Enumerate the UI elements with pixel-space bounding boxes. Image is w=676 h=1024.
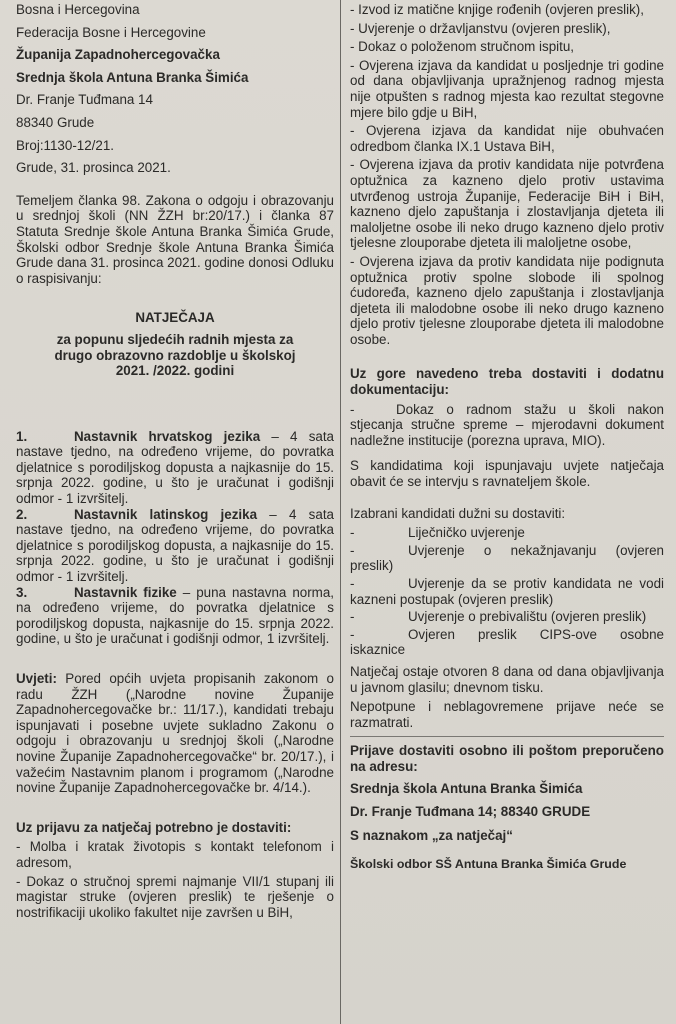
additional-docs-heading: Uz gore navedeno treba dostaviti i dodatnu dokumentaciju: bbox=[350, 366, 664, 398]
position-name: Nastavnik fizike bbox=[74, 584, 177, 600]
list-dash: - bbox=[350, 542, 355, 558]
selected-item-text: Uvjerenje o nekažnjavanju (ovjeren preslik) bbox=[350, 542, 664, 574]
incomplete-applications-note: Nepotpune i neblagovremene prijave neće se razmatrati. bbox=[350, 699, 664, 730]
list-dash: - bbox=[350, 525, 355, 541]
conditions-text: Pored općih uvjeta propisanih zakonom o radu ŽZH („Narodne novine Županije Zapadnohercegovačke br.: 11/17.), kandidati trebaju ispunjavati i posebne uvjete sukladno Zakonu o odgoju i obrazovanju u srednjoj školi („Narodne novine Županije Zapadnohercegovačke“ br. 20/17.), i važećim Nastavnim planom i programom („Narodne novine Županije Zapadnohercegovačke br. 4/14.). bbox=[16, 671, 334, 796]
section-rule bbox=[350, 736, 664, 737]
header-federation: Federacija Bosne i Hercegovine bbox=[16, 24, 206, 40]
list-dash: - bbox=[350, 576, 355, 591]
selected-list bbox=[350, 525, 664, 658]
selected-item bbox=[350, 627, 664, 658]
header-school: Srednja škola Antuna Branka Šimića bbox=[16, 69, 249, 85]
selected-item bbox=[350, 543, 664, 574]
position-number: 2. bbox=[16, 506, 28, 522]
position-details: – 4 sata nastave tjedno, na određeno vrijeme, do povratka djelatnice s porodiljskog dopusta, a najkasnije do 15. srpnja 2022. godine, u što je uračunat i godišnji odmor - 1 izvršitelj. bbox=[16, 506, 334, 585]
submit-address-street: Dr. Franje Tuđmana 14; 88340 GRUDE bbox=[350, 804, 591, 820]
application-item: - Ovjerena izjava da kandidat nije obuhvaćen odredbom članka IX.1 Ustava BiH, bbox=[350, 123, 664, 154]
positions-list bbox=[16, 429, 334, 647]
selected-item bbox=[350, 609, 664, 625]
selected-item-text: Uvjerenje o prebivalištu (ovjeren preslik) bbox=[408, 609, 647, 625]
additional-docs-text: Dokaz o radnom stažu u školi nakon stjecanja stručne spreme – mjerodavni dokument nadležne institucije (porezna uprava, MIO). bbox=[350, 401, 664, 448]
position-item bbox=[16, 429, 334, 507]
application-heading: Uz prijavu za natječaj potrebno je dostaviti: bbox=[16, 819, 292, 835]
issuer-header bbox=[16, 2, 334, 176]
open-period-paragraph: Natječaj ostaje otvoren 8 dana od dana objavljivanja u javnom glasilu; dnevnom tisku. bbox=[350, 663, 664, 695]
list-dash: - bbox=[350, 626, 355, 642]
header-city: 88340 Grude bbox=[16, 114, 95, 130]
application-item: - Molba i kratak životopis s kontakt telefonom i adresom, bbox=[16, 839, 334, 870]
position-number: 3. bbox=[16, 584, 28, 600]
application-item: - Dokaz o položenom stručnom ispitu, bbox=[350, 39, 575, 55]
tender-subtitle: za popunu sljedećih radnih mjesta za drugo obrazovno razdoblje u školskoj 2021. /2022. godini bbox=[54, 331, 296, 379]
position-item bbox=[16, 507, 334, 585]
header-county: Županija Zapadnohercegovačka bbox=[16, 47, 220, 63]
list-dash: - bbox=[350, 401, 355, 417]
position-name: Nastavnik latinskog jezika bbox=[74, 506, 258, 522]
conditions-paragraph bbox=[16, 671, 334, 796]
selected-item-text: Uvjerenje da se protiv kandidata ne vodi kazneni postupak (ovjeren preslik) bbox=[350, 576, 664, 607]
conditions-label: Uvjeti: bbox=[16, 671, 57, 686]
column-divider bbox=[340, 0, 341, 1024]
submit-heading: Prijave dostaviti osobno ili poštom preporučeno na adresu: bbox=[350, 743, 664, 774]
submit-address-school: Srednja škola Antuna Branka Šimića bbox=[350, 780, 583, 796]
application-item: - Uvjerenje o državljanstvu (ovjeren preslik), bbox=[350, 20, 611, 36]
selected-heading: Izabrani kandidati dužni su dostaviti: bbox=[350, 505, 566, 521]
application-item: - Ovjerena izjava da kandidat u posljednje tri godine od dana objavljivanja upražnjenog radnog mjesta nije otpušten s radnog mjesta kao rezultat stegovne mjere bilo gdje u BiH, bbox=[350, 57, 664, 120]
intro-paragraph: Temeljem članka 98. Zakona o odgoju i obrazovanju u srednjoj školi (NN ŽZH br:20/17.) i članka 87 Statuta Srednje škole Antuna Branka Šimića Grude, Školski odbor Srednje škole Antuna Branka Šimića Grude dana 31. prosinca 2021. godine donosi Odluku o raspisivanju: bbox=[16, 192, 334, 286]
selected-item-text: Ovjeren preslik CIPS-ove osobne iskaznice bbox=[350, 626, 664, 658]
header-street: Dr. Franje Tuđmana 14 bbox=[16, 92, 153, 108]
application-item: - Dokaz o stručnoj spremi najmanje VII/1 stupanj ili magistar struke (ovjeren preslik) te rješenje o nostrifikaciji ukoliko fakultet nije završen u BiH, bbox=[16, 873, 334, 920]
application-item: - Ovjerena izjava da protiv kandidata nije podignuta optužnica protiv spolne slobode ili spolnog ćudoređa, kazneno djelo zapuštanja i zlostavljanja djeteta ili malodobne osobe ili neko drugo kazneno djelo protiv tjelesne zlouporabe djeteta ili malodobne osobe. bbox=[350, 253, 664, 347]
position-number: 1. bbox=[16, 428, 28, 444]
position-item bbox=[16, 585, 334, 647]
additional-docs-item bbox=[350, 402, 664, 449]
signature: Školski odbor SŠ Antuna Branka Šimića Grude bbox=[350, 857, 627, 872]
application-item: - Ovjerena izjava da protiv kandidata nije potvrđena optužnica za kazneno djelo protiv ustavima utvrđenog ustroja Županije, Federacije BiH i BiH, kazneno djelo zapuštanja i zlostavljanja djeteta ili maloljetne osobe ili neko drugo kazneno djelo protiv tjelesne zlouporabe djeteta ili maloljetne osobe, bbox=[350, 157, 664, 251]
header-date: Grude, 31. prosinca 2021. bbox=[16, 160, 171, 176]
list-dash: - bbox=[350, 609, 355, 625]
interview-paragraph: S kandidatima koji ispunjavaju uvjete natječaja obavit će se intervju s ravnateljem škole. bbox=[350, 458, 664, 490]
position-name: Nastavnik hrvatskog jezika bbox=[74, 428, 261, 444]
position-details: – 4 sata nastave tjedno, na određeno vrijeme, do povratka djelatnice s porodiljskog dopusta a najkasnije do 15. srpnja 2022. godine, u što je uračunat i godišnji odmor - 1 izvršitelj. bbox=[16, 428, 335, 507]
submit-address-note: S naznakom „za natječaj“ bbox=[350, 827, 513, 843]
selected-item-text: Liječničko uvjerenje bbox=[408, 525, 525, 541]
right-column bbox=[350, 2, 664, 873]
selected-item bbox=[350, 576, 664, 607]
header-reference-number: Broj:1130-12/21. bbox=[16, 137, 115, 153]
position-details: – puna nastavna norma, na određeno vrijeme, do povratka djelatnice s porodiljskog dopusta, najkasnije do 15. srpnja 2022. godine, u što je uračunat i godišnji odmor, 1 izvršitelj. bbox=[16, 584, 335, 647]
left-column bbox=[16, 2, 334, 923]
tender-title: NATJEČAJA bbox=[135, 310, 215, 326]
selected-item bbox=[350, 525, 664, 541]
header-country: Bosna i Hercegovina bbox=[16, 2, 140, 17]
application-item: - Izvod iz matične knjige rođenih (ovjeren preslik), bbox=[350, 2, 644, 17]
